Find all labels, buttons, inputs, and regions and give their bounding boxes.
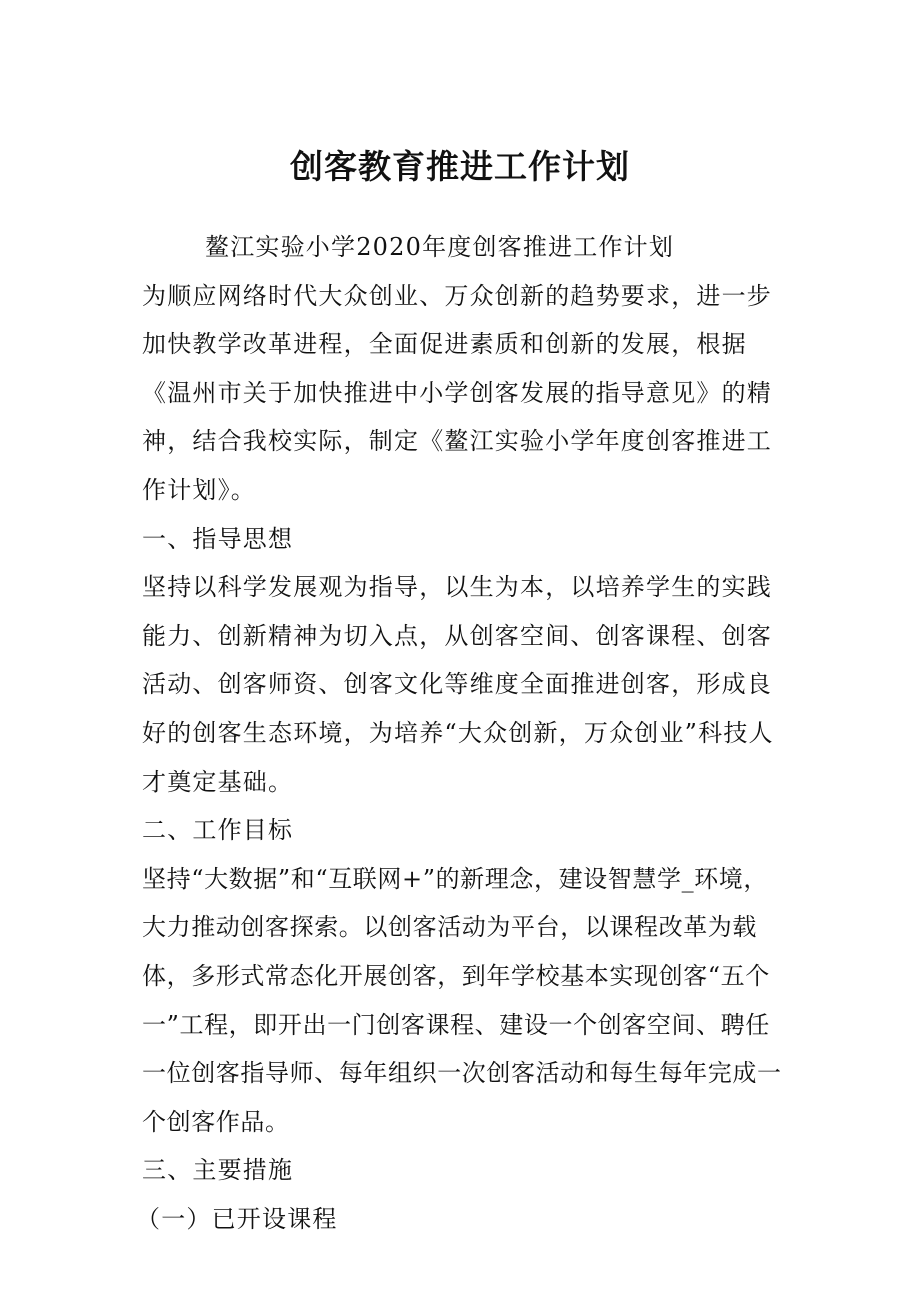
document-subtitle: 鳌江实验小学2020年度创客推进工作计划: [205, 233, 675, 261]
section-body-work-goals: 坚持“大数据”和“互联网+”的新理念，建设智慧学_环境，大力推动创客探索。以创客活动为平台，以课程改革为载体，多形式常态化开展创客，到年学校基本实现创客“五个一”工程，即开出一门创客课程、建设一个创客空间、聘任一位创客指导师、每年组织一次创客活动和每生每年完成一个创客作品。: [142, 864, 782, 1136]
section-body-guiding-thought: 坚持以科学发展观为指导，以生为本，以培养学生的实践能力、创新精神为切入点，从创客空间、创客课程、创客活动、创客师资、创客文化等维度全面推进创客，形成良好的创客生态环境，为培养“大众创新，万众创业”科技人才奠定基础。: [142, 573, 774, 796]
section-heading-guiding-thought: 一、指导思想: [142, 524, 294, 553]
section-heading-work-goals: 二、工作目标: [142, 816, 294, 845]
document-title: 创客教育推进工作计划: [290, 147, 630, 186]
section-heading-main-measures: 三、主要措施: [142, 1156, 294, 1185]
intro-paragraph: 为顺应网络时代大众创业、万众创新的趋势要求，进一步加快教学改革进程，全面促进素质和创新的发展，根据《温州市关于加快推进中小学创客发展的指导意见》的精神，结合我校实际，制定《鳌江实验小学年度创客推进工作计划》。: [142, 281, 772, 504]
document-body: [136, 223, 792, 1243]
subsection-heading-courses: （一）已开设课程: [136, 1204, 338, 1233]
